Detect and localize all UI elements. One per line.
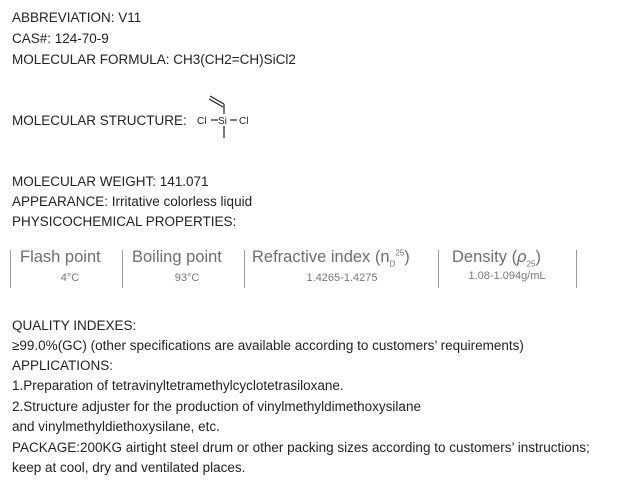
molecular-structure-label: MOLECULAR STRUCTURE: xyxy=(12,113,187,128)
package-text: PACKAGE:200KG airtight steel drum or other packing sizes according to customers’ instructions; xyxy=(12,440,590,455)
vinyl-bond-top xyxy=(210,96,224,104)
left-cl-atom: Cl xyxy=(197,116,207,127)
appearance-text: APPEARANCE: Irritative colorless liquid xyxy=(12,194,253,209)
molecular-formula-text: MOLECULAR FORMULA: CH3(CH2=CH)SiCl2 xyxy=(12,52,296,67)
purity-text: ≥99.0%(GC) (other specifications are available according to customers’ requirements) xyxy=(12,338,524,353)
divider xyxy=(576,250,577,288)
storage-text: keep at cool, dry and ventilated places. xyxy=(12,460,246,475)
boiling-point-value: 93°C xyxy=(174,272,200,284)
application-item-continued: and vinylmethyldiethoxysilane, etc. xyxy=(12,419,220,434)
flash-point-cell xyxy=(20,246,120,290)
flash-point-title: Flash point xyxy=(20,248,101,266)
applications-heading: APPLICATIONS: xyxy=(12,358,114,373)
refractive-index-value: 1.4265-1.4275 xyxy=(306,272,378,284)
abbreviation-text: ABBREVIATION: V11 xyxy=(12,10,142,25)
density-value: 1.08-1.094g/mL xyxy=(468,270,546,282)
flash-point-value: 4°C xyxy=(60,272,80,284)
si-atom: Si xyxy=(218,116,227,127)
refractive-index-cell xyxy=(252,246,432,290)
quality-heading: QUALITY INDEXES: xyxy=(12,318,137,333)
right-cl-atom: Cl xyxy=(239,116,249,127)
density-title: Density $(\rho_{25})$ xyxy=(452,248,541,269)
cas-number-text: CAS#: 124-70-9 xyxy=(12,31,109,46)
application-item: 1.Preparation of tetravinyltetramethylcyclotetrasiloxane. xyxy=(12,378,344,393)
boiling-point-title: Boiling point xyxy=(132,248,222,266)
application-item: 2.Structure adjuster for the production of vinylmethyldimethoxysilane xyxy=(12,399,421,414)
boiling-point-cell xyxy=(132,246,242,290)
density-cell xyxy=(452,246,562,290)
molecular-weight-text: MOLECULAR WEIGHT: 141.071 xyxy=(12,174,209,189)
molecular-structure-diagram xyxy=(196,90,266,140)
physicochemical-heading: PHYSICOCHEMICAL PROPERTIES: xyxy=(12,214,237,229)
refractive-index-title: Refractive index $(n_D^{25})$ xyxy=(252,248,410,269)
divider xyxy=(10,250,11,288)
vinyl-bond-double xyxy=(209,99,223,107)
divider xyxy=(438,250,439,288)
divider xyxy=(122,250,123,288)
divider xyxy=(244,250,245,288)
properties-table xyxy=(10,246,590,290)
